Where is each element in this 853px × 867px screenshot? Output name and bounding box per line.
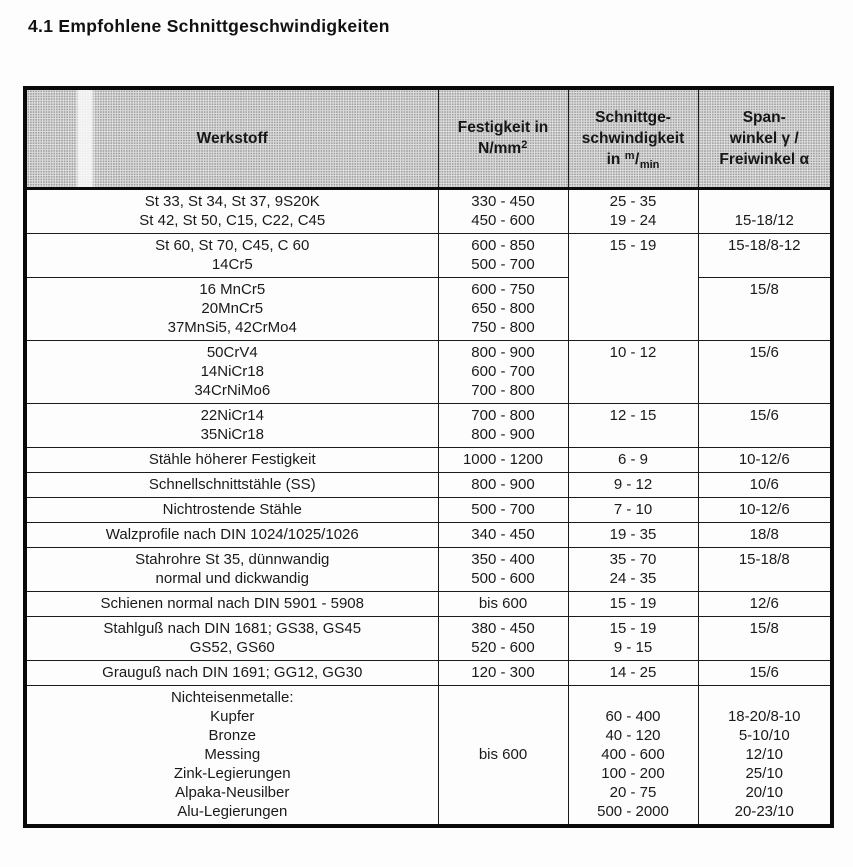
header-unit: $N/mm^2$ (478, 139, 528, 157)
cell-werkstoff (25, 278, 438, 341)
cell-span (698, 686, 832, 827)
cell-line: 25/10 (745, 765, 784, 782)
cell-line: 520 - 600 (471, 639, 535, 656)
col-header-werkstoff (25, 88, 438, 189)
section-title: 4.1 Empfohlene Schnittgeschwindigkeiten (28, 16, 390, 36)
cell-line: 350 - 400 (471, 551, 535, 568)
cell-line: 15/6 (749, 344, 779, 361)
cell-werkstoff (25, 686, 438, 827)
cell-line: 600 - 750 (471, 281, 535, 298)
cell-line: 15-18/8 (738, 551, 790, 568)
header-unit: in $^m/_{min}$ (606, 149, 660, 171)
table-row (25, 448, 832, 473)
cell-line: 60 - 400 (605, 708, 661, 725)
cell-span (698, 473, 832, 498)
cell-line: 24 - 35 (609, 570, 657, 587)
cell-line: 19 - 35 (609, 526, 657, 543)
cell-line: 15 - 19 (609, 237, 657, 254)
cell-line: 35NiCr18 (200, 426, 264, 443)
col-header-spanwinkel-freiwinkel (698, 88, 832, 189)
cell-span (698, 661, 832, 686)
header-label: Schnittge- (595, 108, 671, 126)
cell-line: 6 - 9 (617, 451, 648, 468)
cell-schnitt (568, 404, 698, 448)
cell-schnitt (568, 341, 698, 404)
cell-werkstoff (25, 661, 438, 686)
cell-line (443, 726, 564, 745)
col-header-schnittgeschwindigkeit (568, 88, 698, 189)
cell-werkstoff (25, 341, 438, 404)
cell-line: 15 - 19 (609, 620, 657, 637)
cell-line: 20 - 75 (609, 784, 657, 801)
cell-line: 600 - 850 (471, 237, 535, 254)
cell-werkstoff (25, 404, 438, 448)
cell-span (698, 404, 832, 448)
table-row (25, 278, 832, 341)
cell-line (703, 688, 827, 707)
header-row (25, 88, 832, 189)
cell-line: 400 - 600 (601, 746, 665, 763)
cell-line: 500 - 2000 (597, 803, 669, 820)
cell-line: 9 - 15 (613, 639, 653, 656)
cell-line: St 42, St 50, C15, C22, C45 (139, 212, 326, 229)
cell-line: Schnellschnittstähle (SS) (148, 476, 316, 493)
cell-line: 750 - 800 (471, 319, 535, 336)
cell-festigkeit (438, 523, 568, 548)
cell-line: 18-20/8-10 (727, 708, 801, 725)
cell-line: 37MnSi5, 42CrMo4 (167, 319, 297, 336)
cell-span (698, 341, 832, 404)
cell-line: 120 - 300 (471, 664, 535, 681)
cell-line: 15/6 (749, 407, 779, 424)
cell-line: 330 - 450 (471, 193, 535, 210)
cell-line: 20/10 (745, 784, 784, 801)
cell-line: 700 - 800 (471, 382, 535, 399)
cell-schnitt (568, 473, 698, 498)
cell-line (443, 764, 564, 783)
cell-schnitt (568, 189, 698, 234)
cell-line: 14Cr5 (211, 256, 253, 273)
header-label: schwindigkeit (581, 129, 685, 147)
cell-line (443, 783, 564, 802)
cell-festigkeit (438, 473, 568, 498)
cell-werkstoff (25, 473, 438, 498)
cell-line: 15 - 19 (609, 595, 657, 612)
cell-line: Schienen normal nach DIN 5901 - 5908 (100, 595, 364, 612)
cell-werkstoff (25, 523, 438, 548)
cell-line: 5-10/10 (738, 727, 790, 744)
cell-line: Alpaka-Neusilber (175, 784, 290, 801)
cell-line: 20-23/10 (734, 803, 794, 820)
cell-line: 15/6 (749, 664, 779, 681)
cell-festigkeit (438, 278, 568, 341)
table-row (25, 234, 832, 278)
cell-line: 800 - 900 (471, 426, 535, 443)
header-label: Span- (742, 108, 786, 126)
cell-line: normal und dickwandig (155, 570, 309, 587)
cell-line: 50CrV4 (206, 344, 258, 361)
cell-line: bis 600 (478, 595, 528, 612)
cell-line: 35 - 70 (609, 551, 657, 568)
cell-line: 1000 - 1200 (462, 451, 544, 468)
cell-festigkeit (438, 234, 568, 278)
cutting-speed-table (23, 86, 834, 828)
cell-line: 14NiCr18 (200, 363, 264, 380)
cell-festigkeit (438, 592, 568, 617)
cell-line: 9 - 12 (613, 476, 653, 493)
cell-span (698, 617, 832, 661)
cell-line: Alu-Legierungen (177, 803, 288, 820)
cell-schnitt (568, 498, 698, 523)
cell-festigkeit (438, 448, 568, 473)
cell-line: 10/6 (749, 476, 779, 493)
cell-line: 450 - 600 (471, 212, 535, 229)
cell-line (573, 688, 694, 707)
cell-line: St 60, St 70, C45, C 60 (155, 237, 310, 254)
cell-schnitt (568, 548, 698, 592)
cell-festigkeit (438, 686, 568, 827)
cell-schnitt (568, 617, 698, 661)
cell-line: 15/8 (749, 620, 779, 637)
table-row (25, 617, 832, 661)
cell-line (443, 707, 564, 726)
cell-line: 500 - 700 (471, 501, 535, 518)
cell-line: 15/8 (749, 281, 779, 298)
cell-festigkeit (438, 661, 568, 686)
header-label: Festigkeit in (457, 119, 549, 136)
cell-werkstoff (25, 548, 438, 592)
table-row (25, 404, 832, 448)
table-row (25, 661, 832, 686)
cell-line: Messing (204, 746, 261, 763)
cell-span (698, 448, 832, 473)
cell-festigkeit (438, 189, 568, 234)
cell-span (698, 498, 832, 523)
cell-line: 19 - 24 (609, 212, 657, 229)
cell-line: Walzprofile nach DIN 1024/1025/1026 (105, 526, 359, 543)
cell-line: 380 - 450 (471, 620, 535, 637)
cell-festigkeit (438, 498, 568, 523)
cell-festigkeit (438, 404, 568, 448)
cell-festigkeit (438, 617, 568, 661)
cell-line: 20MnCr5 (201, 300, 264, 317)
cell-line (443, 688, 564, 707)
cell-span (698, 548, 832, 592)
cell-line: 22NiCr14 (200, 407, 264, 424)
cell-line: 600 - 700 (471, 363, 535, 380)
table-row (25, 473, 832, 498)
cell-span (698, 278, 832, 341)
cell-span (698, 592, 832, 617)
cell-werkstoff (25, 448, 438, 473)
cell-werkstoff (25, 234, 438, 278)
cell-line: 14 - 25 (609, 664, 657, 681)
cell-span (698, 234, 832, 278)
cell-werkstoff (25, 592, 438, 617)
cell-schnitt (568, 661, 698, 686)
cell-line: Stahrohre St 35, dünnwandig (135, 551, 330, 568)
cell-line: Grauguß nach DIN 1691; GG12, GG30 (102, 664, 363, 681)
cell-line: 15-18/12 (734, 212, 794, 229)
cell-line: 500 - 600 (471, 570, 535, 587)
table-row (25, 523, 832, 548)
table-row (25, 548, 832, 592)
header-label: Werkstoff (196, 129, 268, 147)
cell-line: St 33, St 34, St 37, 9S20K (144, 193, 320, 210)
cell-festigkeit (438, 548, 568, 592)
cell-line (443, 802, 564, 821)
header-label: winkel γ / (729, 129, 799, 147)
cell-line (703, 192, 827, 211)
header-label: Freiwinkel α (719, 150, 810, 168)
cell-schnitt (568, 234, 698, 341)
cell-line: 12/10 (745, 746, 784, 763)
table-body (25, 189, 832, 827)
cell-span (698, 189, 832, 234)
cell-line: bis 600 (478, 746, 528, 763)
cell-line: 15-18/8-12 (727, 237, 801, 254)
cell-schnitt (568, 592, 698, 617)
cell-line: 10-12/6 (738, 501, 790, 518)
cell-line: Nichteisenmetalle: (170, 689, 294, 706)
table-row (25, 592, 832, 617)
cell-span (698, 523, 832, 548)
cell-line: GS52, GS60 (189, 639, 275, 656)
cell-schnitt (568, 686, 698, 827)
cell-line: 800 - 900 (471, 476, 535, 493)
cell-werkstoff (25, 498, 438, 523)
cell-line: Bronze (208, 727, 257, 744)
cell-line: Zink-Legierungen (173, 765, 291, 782)
cell-line: Kupfer (210, 708, 255, 725)
cell-schnitt (568, 523, 698, 548)
cell-line: 25 - 35 (609, 193, 657, 210)
cell-line: 40 - 120 (605, 727, 661, 744)
cell-line: 100 - 200 (601, 765, 665, 782)
cell-line: 34CrNiMo6 (194, 382, 271, 399)
cell-line: 650 - 800 (471, 300, 535, 317)
cell-line: 18/8 (749, 526, 779, 543)
cell-line: 16 MnCr5 (199, 281, 266, 298)
cell-werkstoff (25, 617, 438, 661)
cell-line: 12/6 (749, 595, 779, 612)
col-header-festigkeit (438, 88, 568, 189)
cell-line: 10-12/6 (738, 451, 790, 468)
cell-line: Nichtrostende Stähle (162, 501, 302, 518)
cell-line: 340 - 450 (471, 526, 535, 543)
cell-werkstoff (25, 189, 438, 234)
table-row (25, 341, 832, 404)
table-row (25, 686, 832, 827)
cell-line: 12 - 15 (609, 407, 657, 424)
cell-line: 7 - 10 (613, 501, 653, 518)
cell-line: Stähle höherer Festigkeit (148, 451, 316, 468)
table-row (25, 498, 832, 523)
cell-schnitt (568, 448, 698, 473)
cell-festigkeit (438, 341, 568, 404)
cell-line: 800 - 900 (471, 344, 535, 361)
cell-line: 700 - 800 (471, 407, 535, 424)
cell-line: 500 - 700 (471, 256, 535, 273)
table-row (25, 189, 832, 234)
cell-line: 10 - 12 (609, 344, 657, 361)
cell-line: Stahlguß nach DIN 1681; GS38, GS45 (103, 620, 362, 637)
